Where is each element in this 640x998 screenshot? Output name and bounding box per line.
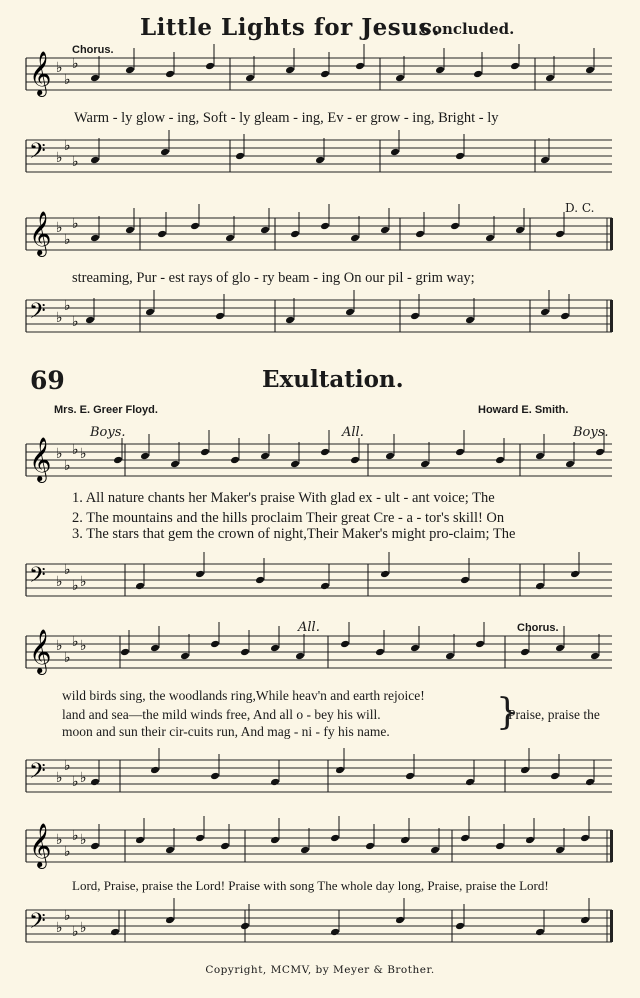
flat-sign: ♭ <box>80 574 87 590</box>
note-head <box>535 582 545 591</box>
note-head <box>525 836 535 845</box>
flat-sign: ♭ <box>80 770 87 786</box>
boys-mark: Boys. <box>90 425 126 440</box>
note-head <box>460 576 470 585</box>
note-head <box>320 70 330 79</box>
note-head <box>520 648 530 657</box>
verse-line: 1. All nature chants her Maker's praise With glad ex - ult - ant voice; The <box>72 490 495 506</box>
note-head <box>473 70 483 79</box>
note-head <box>285 66 295 75</box>
note-head <box>420 460 430 469</box>
flat-sign: ♭ <box>80 832 87 848</box>
note-head <box>125 226 135 235</box>
flat-sign: ♭ <box>72 56 79 72</box>
note-head <box>270 644 280 653</box>
note-head <box>340 640 350 649</box>
note-head <box>510 62 520 71</box>
note-head <box>180 652 190 661</box>
note-head <box>515 226 525 235</box>
flat-sign: ♭ <box>56 220 63 236</box>
flat-sign: ♭ <box>72 774 79 790</box>
flat-sign: ♭ <box>72 154 79 170</box>
note-head <box>135 836 145 845</box>
author: Mrs. E. Greer Floyd. <box>54 404 158 416</box>
note-head <box>390 148 400 157</box>
note-head <box>540 156 550 165</box>
end-barline <box>610 218 613 250</box>
note-head <box>195 834 205 843</box>
lyric-line: streaming, Pur - est rays of glo - ry beam - ing On our pil - grim way; <box>72 270 475 286</box>
note-head <box>190 222 200 231</box>
note-head <box>255 576 265 585</box>
note-head <box>455 922 465 931</box>
note-head <box>570 570 580 579</box>
note-head <box>455 448 465 457</box>
flat-sign: ♭ <box>64 138 71 154</box>
flat-sign: ♭ <box>72 828 79 844</box>
treble-clef: 𝄞 <box>29 437 52 481</box>
note-head <box>245 74 255 83</box>
note-head <box>415 230 425 239</box>
brace: } <box>496 692 519 733</box>
bass-clef: 𝄢 <box>29 909 46 939</box>
treble-clef: 𝄞 <box>29 629 52 673</box>
flat-sign: ♭ <box>72 578 79 594</box>
note-head <box>595 448 605 457</box>
note-head <box>380 226 390 235</box>
verse-line: wild birds sing, the woodlands ring,While heav'n and earth rejoice! <box>62 688 425 703</box>
verse-line: 2. The mountains and the hills proclaim Their great Cre - a - tor's skill! On <box>72 510 505 526</box>
note-head <box>335 766 345 775</box>
note-head <box>585 778 595 787</box>
chorus-start: Praise, praise the <box>508 707 600 722</box>
note-head <box>135 582 145 591</box>
note-head <box>380 570 390 579</box>
flat-sign: ♭ <box>80 446 87 462</box>
note-head <box>205 62 215 71</box>
note-head <box>157 230 167 239</box>
note-head <box>540 308 550 317</box>
note-head <box>150 766 160 775</box>
copyright: Copyright, MCMV, by Meyer & Brother. <box>205 964 435 976</box>
bass-clef: 𝄢 <box>29 299 46 329</box>
note-head <box>225 234 235 243</box>
note-head <box>200 448 210 457</box>
note-head <box>320 582 330 591</box>
note-head <box>495 456 505 465</box>
note-head <box>165 916 175 925</box>
note-head <box>285 316 295 325</box>
note-head <box>320 222 330 231</box>
note-head <box>495 842 505 851</box>
note-head <box>330 834 340 843</box>
flat-sign: ♭ <box>64 844 71 860</box>
note-head <box>215 312 225 321</box>
chorus-line: Lord, Praise, praise the Lord! Praise with song The whole day long, Praise, praise the Lord! <box>72 878 549 893</box>
note-head <box>345 308 355 317</box>
note-head <box>405 772 415 781</box>
flat-sign: ♭ <box>64 562 71 578</box>
note-head <box>270 836 280 845</box>
note-head <box>90 234 100 243</box>
note-head <box>560 312 570 321</box>
note-head <box>90 74 100 83</box>
end-barline <box>610 830 613 862</box>
note-head <box>395 916 405 925</box>
note-head <box>90 778 100 787</box>
note-head <box>410 644 420 653</box>
flat-sign: ♭ <box>64 458 71 474</box>
note-head <box>210 640 220 649</box>
note-head <box>460 834 470 843</box>
note-head <box>375 648 385 657</box>
note-head <box>520 766 530 775</box>
note-head <box>270 778 280 787</box>
flat-sign: ♭ <box>72 314 79 330</box>
note-head <box>230 456 240 465</box>
note-head <box>590 652 600 661</box>
bass-clef: 𝄢 <box>29 563 46 593</box>
note-head <box>150 644 160 653</box>
note-head <box>385 452 395 461</box>
flat-sign: ♭ <box>72 216 79 232</box>
verse-line: moon and sun their cir-cuits run, And mag - ni - fy his name. <box>62 724 390 739</box>
flat-sign: ♭ <box>72 442 79 458</box>
flat-sign: ♭ <box>56 920 63 936</box>
boys-mark: Boys. <box>573 425 609 440</box>
note-head <box>565 460 575 469</box>
note-head <box>535 928 545 937</box>
flat-sign: ♭ <box>72 924 79 940</box>
verse-line: land and sea—the mild winds free, And all o - bey his will. <box>62 707 381 722</box>
note-head <box>445 652 455 661</box>
chorus-label: Chorus. <box>72 44 114 56</box>
verse-line: 3. The stars that gem the crown of night,Their Maker's might pro-claim; The <box>72 526 516 542</box>
flat-sign: ♭ <box>56 770 63 786</box>
note-head <box>580 834 590 843</box>
note-head <box>165 846 175 855</box>
note-head <box>120 648 130 657</box>
flat-sign: ♭ <box>64 72 71 88</box>
note-head <box>400 836 410 845</box>
note-head <box>210 772 220 781</box>
note-head <box>260 452 270 461</box>
flat-sign: ♭ <box>64 758 71 774</box>
note-head <box>170 460 180 469</box>
flat-sign: ♭ <box>72 634 79 650</box>
note-head <box>395 74 405 83</box>
bass-clef: 𝄢 <box>29 139 46 169</box>
note-head <box>355 62 365 71</box>
note-head <box>240 922 250 931</box>
note-head <box>300 846 310 855</box>
flat-sign: ♭ <box>56 310 63 326</box>
note-head <box>90 156 100 165</box>
note-head <box>113 456 123 465</box>
note-head <box>110 928 120 937</box>
note-head <box>555 644 565 653</box>
hymn-number: 69 <box>30 366 65 395</box>
note-head <box>145 308 155 317</box>
note-head <box>320 448 330 457</box>
note-head <box>535 452 545 461</box>
note-head <box>585 66 595 75</box>
note-head <box>475 640 485 649</box>
note-head <box>580 916 590 925</box>
note-head <box>315 156 325 165</box>
note-head <box>365 842 375 851</box>
note-head <box>350 456 360 465</box>
note-head <box>195 570 205 579</box>
flat-sign: ♭ <box>64 232 71 248</box>
note-head <box>235 152 245 161</box>
note-head <box>290 460 300 469</box>
note-head <box>240 648 250 657</box>
flat-sign: ♭ <box>56 150 63 166</box>
flat-sign: ♭ <box>80 638 87 654</box>
song-subtitle: Concluded. <box>420 20 515 38</box>
flat-sign: ♭ <box>56 60 63 76</box>
note-head <box>160 148 170 157</box>
note-head <box>140 452 150 461</box>
note-head <box>465 316 475 325</box>
note-head <box>550 772 560 781</box>
note-head <box>125 66 135 75</box>
treble-clef: 𝄞 <box>29 823 52 867</box>
all-mark: All. <box>342 425 364 440</box>
note-head <box>465 778 475 787</box>
note-head <box>545 74 555 83</box>
flat-sign: ♭ <box>64 650 71 666</box>
lyric-line: Warm - ly glow - ing, Soft - ly gleam - ing, Ev - er grow - ing, Bright - ly <box>74 110 499 126</box>
note-head <box>290 230 300 239</box>
flat-sign: ♭ <box>64 908 71 924</box>
note-head <box>260 226 270 235</box>
flat-sign: ♭ <box>56 832 63 848</box>
flat-sign: ♭ <box>64 298 71 314</box>
song-title: Little Lights for Jesus. <box>140 14 441 41</box>
note-head <box>220 842 230 851</box>
note-head <box>410 312 420 321</box>
note-head <box>455 152 465 161</box>
bass-clef: 𝄢 <box>29 759 46 789</box>
note-head <box>430 846 440 855</box>
end-barline <box>610 300 613 332</box>
note-head <box>165 70 175 79</box>
end-barline <box>610 910 613 942</box>
note-head <box>350 234 360 243</box>
note-head <box>485 234 495 243</box>
note-head <box>330 928 340 937</box>
note-head <box>295 652 305 661</box>
treble-clef: 𝄞 <box>29 51 52 95</box>
flat-sign: ♭ <box>56 446 63 462</box>
note-head <box>90 842 100 851</box>
dc-label: D. C. <box>565 201 595 215</box>
hymn-title: Exultation. <box>262 366 404 393</box>
flat-sign: ♭ <box>80 920 87 936</box>
note-head <box>450 222 460 231</box>
all-mark: All. <box>298 620 320 635</box>
note-head <box>85 316 95 325</box>
note-head <box>555 846 565 855</box>
composer: Howard E. Smith. <box>478 404 569 416</box>
chorus-label: Chorus. <box>517 622 559 634</box>
note-head <box>555 230 565 239</box>
note-head <box>435 66 445 75</box>
flat-sign: ♭ <box>56 638 63 654</box>
flat-sign: ♭ <box>56 574 63 590</box>
treble-clef: 𝄞 <box>29 211 52 255</box>
